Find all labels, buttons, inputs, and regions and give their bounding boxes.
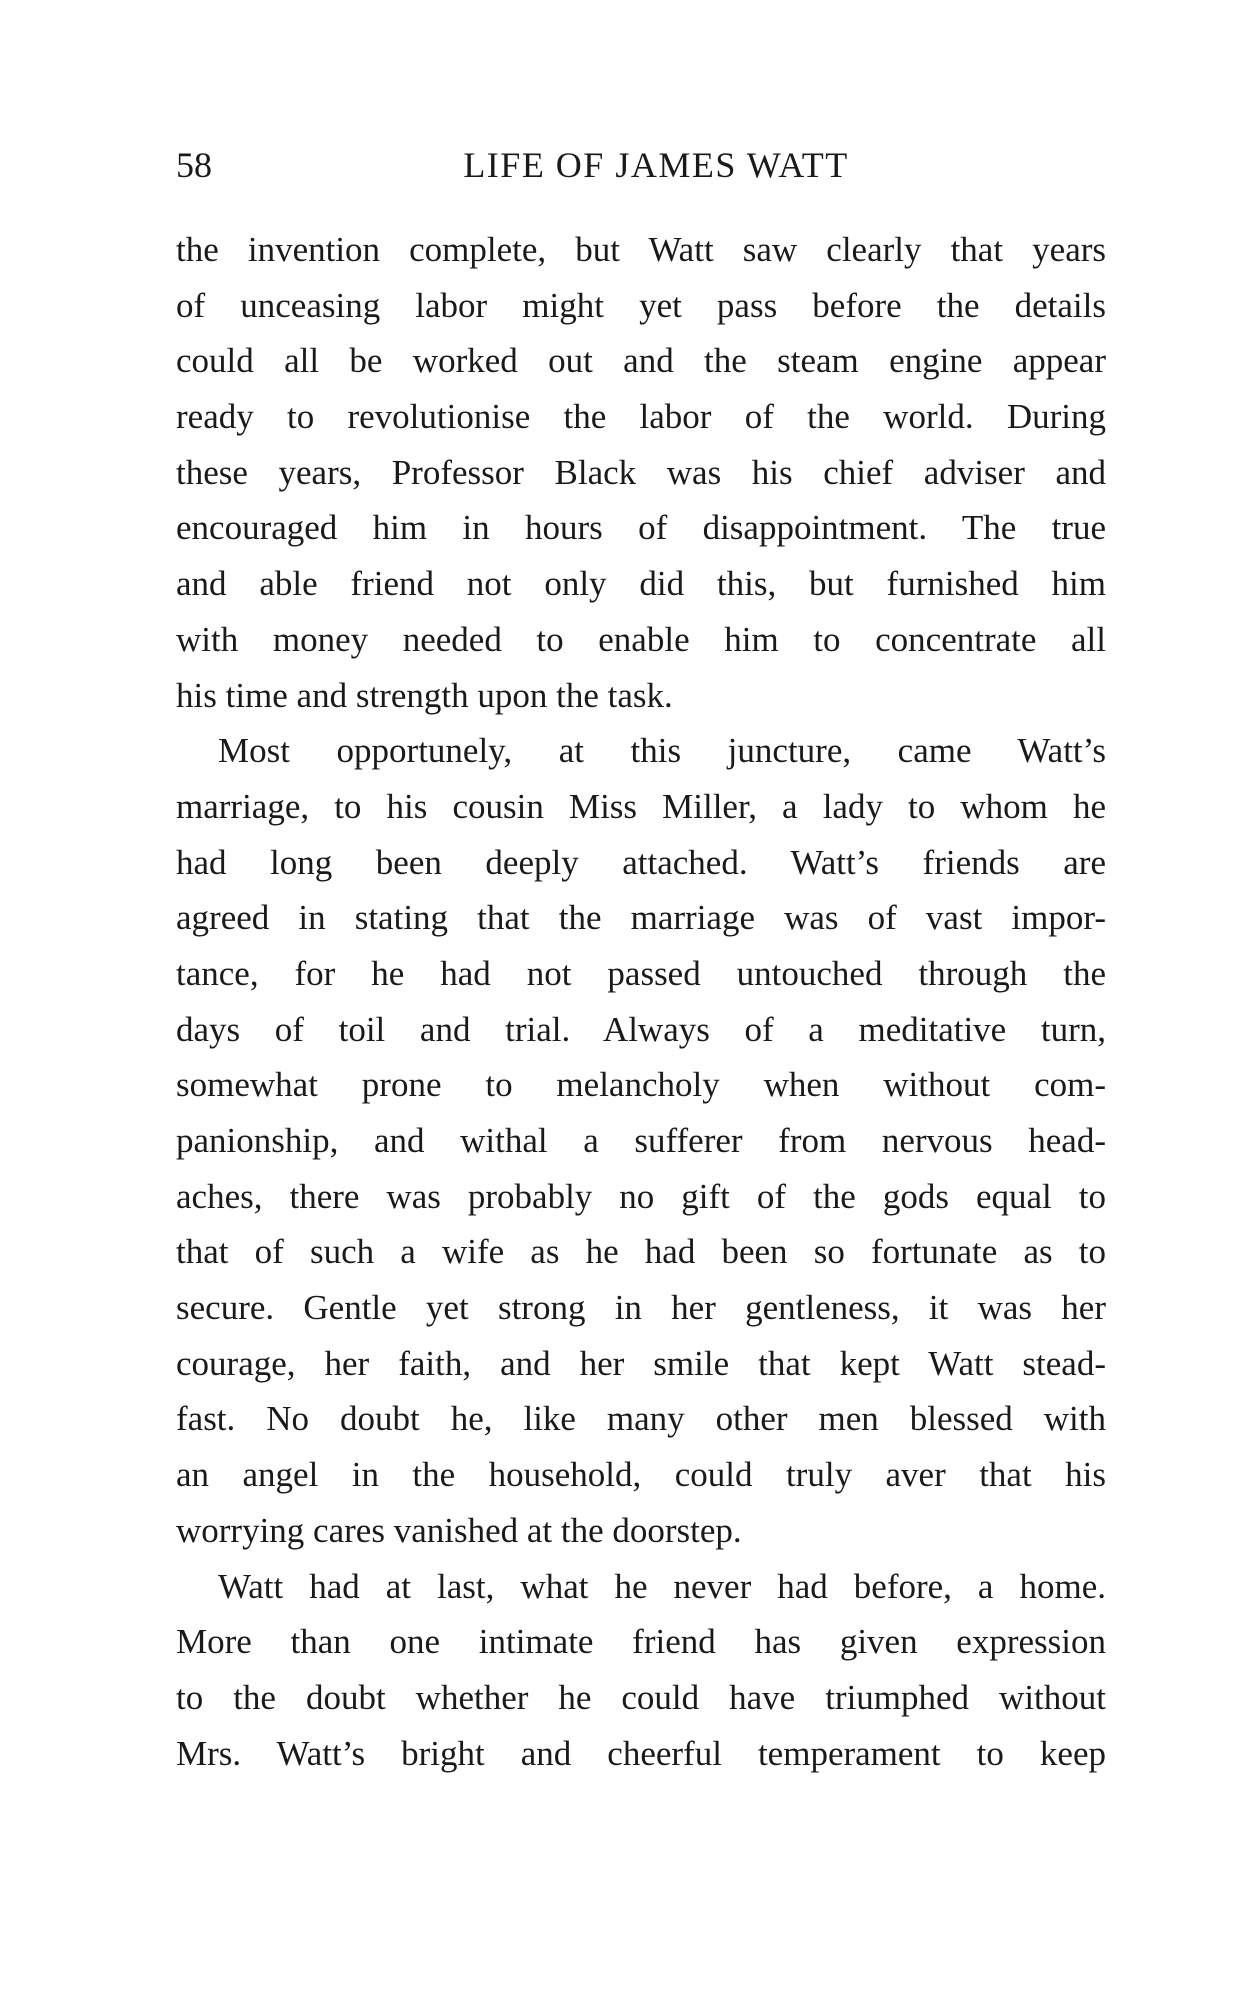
text-line: somewhat prone to melancholy when without com- xyxy=(176,1065,1106,1105)
text-line: agreed in stating that the marriage was of vast impor- xyxy=(176,898,1106,938)
paragraph-end-line: worrying cares vanished at the doorstep. xyxy=(176,1510,742,1550)
text-line: days of toil and trial. Always of a meditative turn, xyxy=(176,1009,1106,1049)
paragraph-start-line: Watt had at last, what he never had before, a home. xyxy=(218,1566,1106,1606)
text-line: and able friend not only did this, but furnished him xyxy=(176,564,1106,604)
text-line: panionship, and withal a sufferer from nervous head- xyxy=(176,1121,1106,1160)
text-line: marriage, to his cousin Miss Miller, a lady to whom he xyxy=(176,786,1106,826)
running-title: LIFE OF JAMES WATT xyxy=(463,145,849,185)
page-header xyxy=(176,140,1106,190)
text-line: with money needed to enable him to concentrate all xyxy=(176,619,1106,659)
text-line: these years, Professor Black was his chief adviser and xyxy=(176,452,1106,492)
text-line: aches, there was probably no gift of the gods equal to xyxy=(176,1176,1106,1216)
text-line: an angel in the household, could truly aver that his xyxy=(176,1455,1106,1495)
text-line: courage, her faith, and her smile that kept Watt stead- xyxy=(176,1343,1106,1383)
text-line: that of such a wife as he had been so fortunate as to xyxy=(176,1232,1106,1272)
paragraph-end-line: his time and strength upon the task. xyxy=(176,675,673,715)
paragraph-start-line: Most opportunely, at this juncture, came Watt’s xyxy=(218,731,1106,771)
text-line: had long been deeply attached. Watt’s friends are xyxy=(176,842,1106,882)
text-line: Mrs. Watt’s bright and cheerful temperament to keep xyxy=(176,1733,1106,1773)
text-line: could all be worked out and the steam engine appear xyxy=(176,341,1106,381)
text-line: to the doubt whether he could have triumphed without xyxy=(176,1677,1106,1717)
text-line: More than one intimate friend has given expression xyxy=(176,1622,1106,1662)
text-line: of unceasing labor might yet pass before the details xyxy=(176,285,1106,325)
text-line: ready to revolutionise the labor of the world. During xyxy=(176,397,1106,437)
text-line: secure. Gentle yet strong in her gentleness, it was her xyxy=(176,1288,1106,1328)
text-line: fast. No doubt he, like many other men blessed with xyxy=(176,1399,1106,1439)
text-line: encouraged him in hours of disappointment. The true xyxy=(176,508,1106,548)
page-number: 58 xyxy=(176,145,212,185)
body-text xyxy=(176,222,1106,1781)
text-line: tance, for he had not passed untouched through the xyxy=(176,953,1106,993)
text-line: the invention complete, but Watt saw clearly that years xyxy=(176,230,1106,269)
